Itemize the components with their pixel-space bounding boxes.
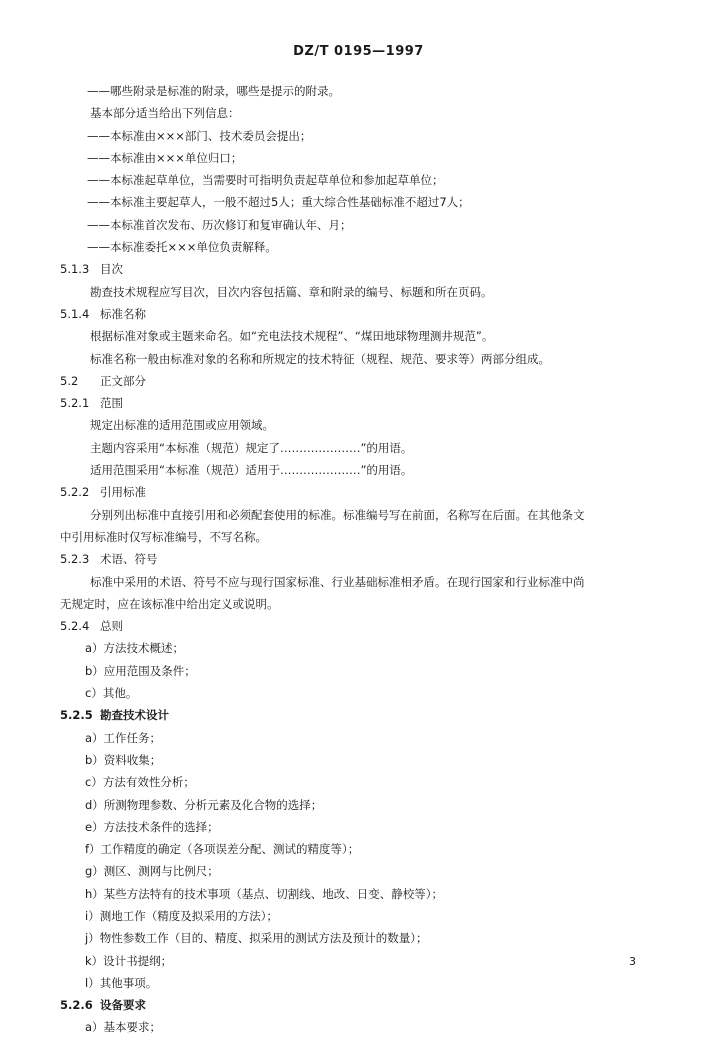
- section-number: 5.2.3: [60, 552, 90, 567]
- list-item: l）其他事项。: [85, 975, 158, 990]
- section-number: 5.1.3: [60, 262, 90, 277]
- dash-item: ——哪些附录是标准的附录，哪些是提示的附录。: [87, 84, 340, 98]
- section-number: 5.2.4: [60, 619, 90, 634]
- dash-item: ——本标准委托×××单位负责解释。: [87, 240, 277, 255]
- paragraph: 标准中采用的术语、符号不应与现行国家标准、行业基础标准相矛盾。在现行国家和行业标准中尚: [90, 574, 585, 589]
- dash-item: ——本标准起草单位，当需要时可指明负责起草单位和参加起草单位；: [87, 173, 444, 188]
- list-item: d）所测物理参数、分析元素及化合物的选择；: [85, 797, 323, 812]
- section-heading-5-2-1: [60, 392, 660, 414]
- section-title: 总则: [100, 619, 123, 634]
- list-item: a）工作任务；: [85, 730, 162, 745]
- section-title: 正文部分: [100, 373, 146, 388]
- list-item: c）方法有效性分析；: [85, 775, 195, 790]
- section-heading-5-2: [60, 370, 660, 392]
- list-item: i）测地工作（精度及拟采用的方法）；: [85, 908, 278, 923]
- section-title: 范围: [100, 396, 123, 411]
- intro-paragraph: 基本部分适当给出下列信息：: [90, 106, 240, 121]
- section-number: 5.2.6: [60, 998, 93, 1013]
- paragraph: 分别列出标准中直接引用和必须配套使用的标准。标准编号写在前面，名称写在后面。在其他条文: [90, 507, 585, 522]
- section-title: 术语、符号: [100, 552, 158, 567]
- paragraph: 适用范围采用“本标准（规范）适用于…………………”的用语。: [90, 463, 413, 478]
- dash-item: ——本标准由×××部门、技术委员会提出；: [87, 128, 312, 143]
- section-number: 5.2: [60, 373, 79, 388]
- section-heading-5-1-3: [60, 258, 660, 280]
- list-item: f）工作精度的确定（各项误差分配、测试的精度等）；: [85, 842, 360, 857]
- list-item: b）应用范围及条件；: [85, 663, 196, 678]
- paragraph: 主题内容采用“本标准（规范）规定了…………………”的用语。: [90, 440, 413, 455]
- list-item: a）基本要求；: [85, 1020, 162, 1035]
- section-title: 引用标准: [100, 485, 146, 500]
- list-item: g）测区、测网与比例尺；: [85, 864, 219, 879]
- dash-item: ——本标准首次发布、历次修订和复审确认年、月；: [87, 217, 352, 232]
- paragraph: 规定出标准的适用范围或应用领域。: [90, 418, 274, 433]
- paragraph-continuation: 中引用标准时仅写标准编号，不写名称。: [60, 529, 267, 544]
- section-heading-5-2-2: [60, 481, 660, 503]
- section-title: 设备要求: [100, 998, 146, 1013]
- section-title: 目次: [100, 262, 123, 277]
- section-number: 5.1.4: [60, 306, 90, 321]
- standard-code-header: DZ/T 0195—1997: [293, 44, 424, 59]
- page-number: 3: [629, 955, 636, 968]
- list-item: e）方法技术条件的选择；: [85, 819, 219, 834]
- section-heading-5-1-4: [60, 303, 660, 325]
- section-heading-5-2-4: [60, 615, 660, 637]
- list-item: j）物性参数工作（目的、精度、拟采用的测试方法及预计的数量）；: [85, 931, 428, 946]
- paragraph: 勘查技术规程应写目次，目次内容包括篇、章和附录的编号、标题和所在页码。: [90, 284, 493, 299]
- dash-item: ——本标准由×××单位归口；: [87, 150, 243, 165]
- section-heading-5-2-6: [60, 994, 660, 1016]
- list-item: h）某些方法特有的技术事项（基点、切割线、地改、日变、静校等）；: [85, 886, 444, 901]
- dash-item: ——本标准主要起草人，一般不超过5人；重大综合性基础标准不超过7人；: [87, 195, 470, 210]
- list-item: a）方法技术概述；: [85, 641, 185, 656]
- section-number: 5.2.5: [60, 708, 93, 723]
- paragraph-continuation: 无规定时，应在该标准中给出定义或说明。: [60, 596, 279, 611]
- section-title: 勘查技术设计: [100, 708, 169, 723]
- paragraph: 标准名称一般由标准对象的名称和所规定的技术特征（规程、规范、要求等）两部分组成。: [90, 351, 550, 366]
- list-item: b）资料收集；: [85, 752, 162, 767]
- list-item: k）设计书提纲；: [85, 953, 173, 968]
- section-heading-5-2-3: [60, 548, 660, 570]
- list-item: c）其他。: [85, 686, 138, 701]
- document-body: [60, 80, 660, 1039]
- paragraph: 根据标准对象或主题来命名。如“充电法技术规程”、“煤田地球物理测井规范”。: [90, 329, 494, 344]
- section-number: 5.2.2: [60, 485, 90, 500]
- section-number: 5.2.1: [60, 396, 90, 411]
- section-heading-5-2-5: [60, 704, 660, 726]
- section-title: 标准名称: [100, 306, 146, 321]
